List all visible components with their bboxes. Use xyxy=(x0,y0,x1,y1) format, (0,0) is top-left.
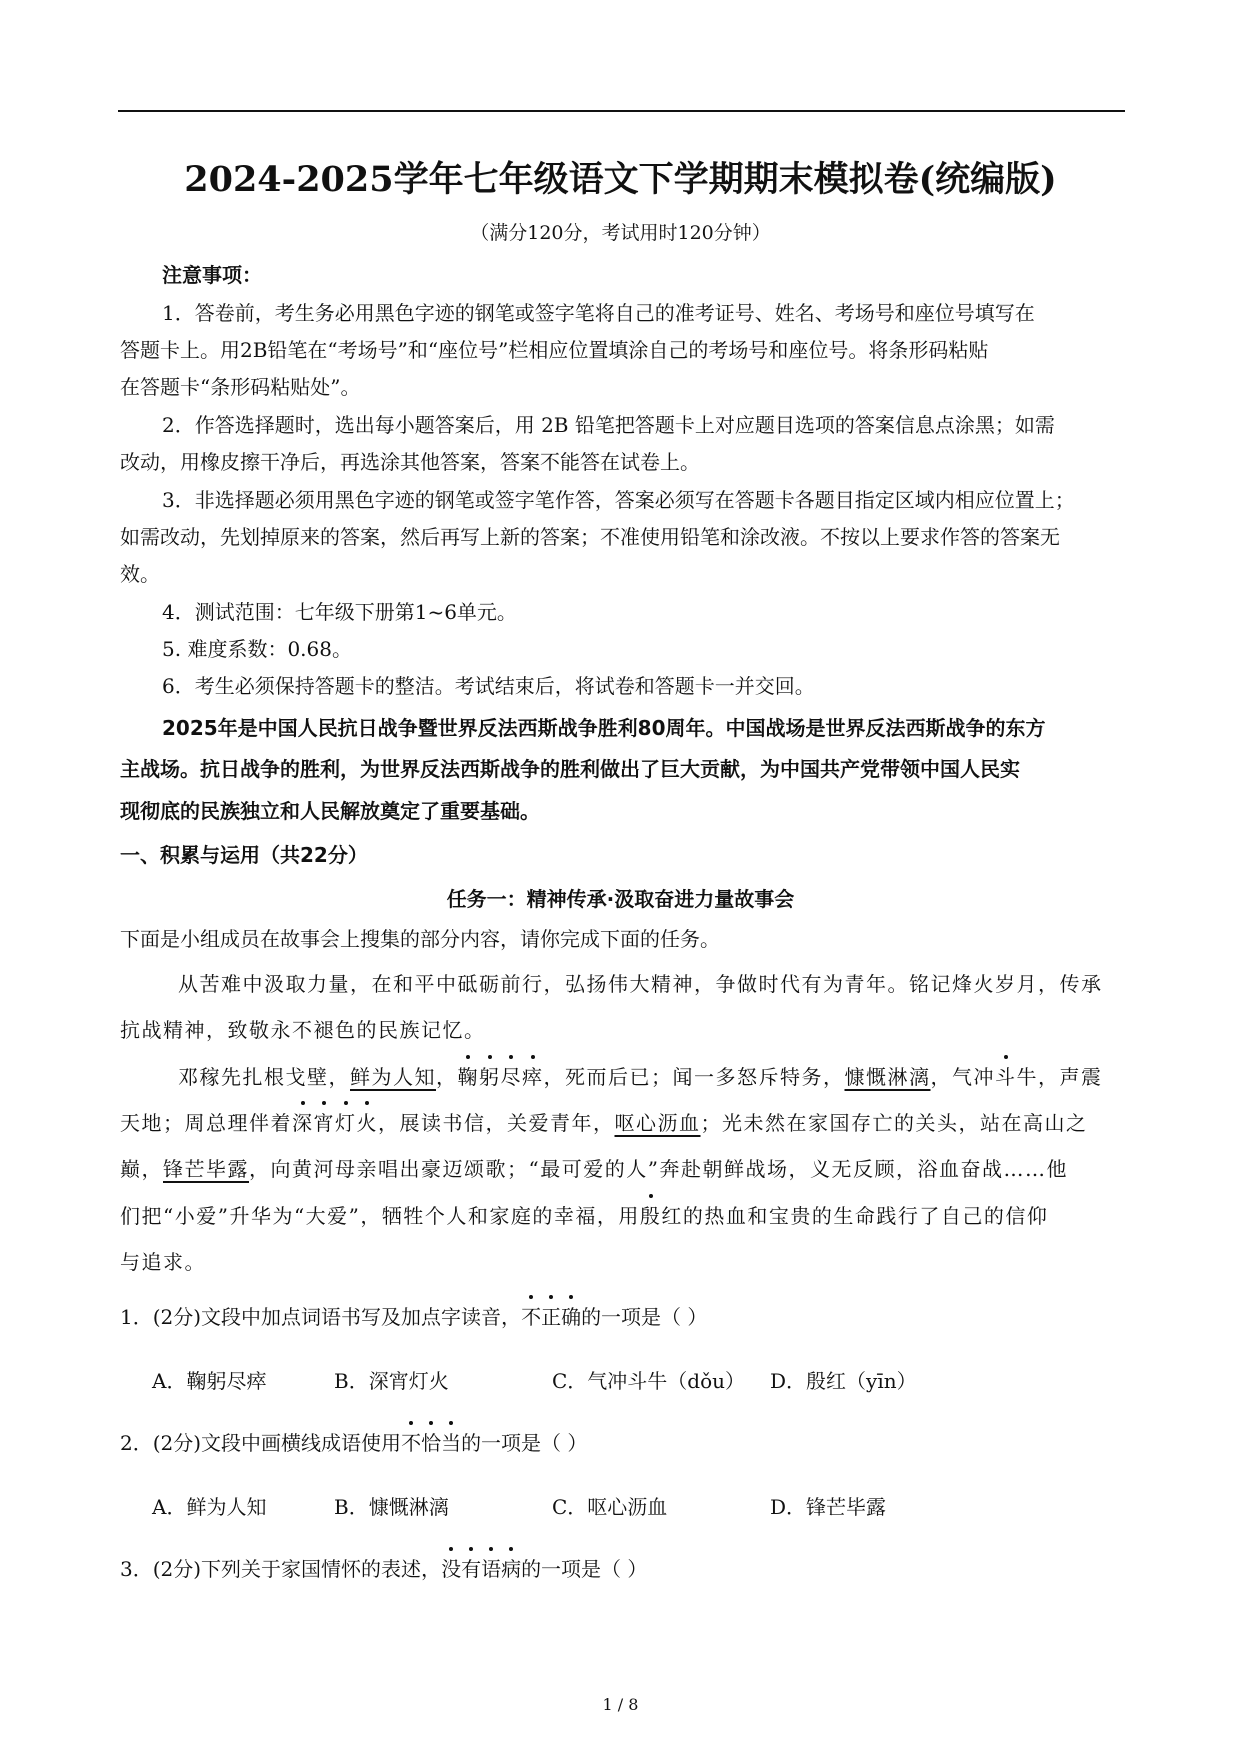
exam-subtitle: （满分120分，考试用时120分钟） xyxy=(470,222,771,244)
note-line: 效。 xyxy=(120,562,160,586)
passage-line: 抗战精神，致敬永不褪色的民族记忆。 xyxy=(120,1018,486,1042)
emphasis-text xyxy=(441,1557,521,1581)
intro-line: 主战场。抗日战争的胜利，为世界反法西斯战争的胜利做出了巨大贡献，为中国共产党带领中国人民实 xyxy=(120,757,1020,781)
emphasis-char: 当 xyxy=(441,1427,461,1456)
option-b: B．慷慨淋漓 xyxy=(334,1495,449,1519)
note-line: 5. 难度系数：0.68。 xyxy=(162,637,352,661)
emphasis-char: 深 xyxy=(292,1107,314,1136)
task-title: 任务一：精神传承·汲取奋进力量故事会 xyxy=(446,887,795,911)
note-line: 4．测试范围：七年级下册第1~6单元。 xyxy=(162,600,517,624)
emphasis-char: 病 xyxy=(501,1553,521,1582)
emphasis-char: 灯 xyxy=(335,1107,357,1136)
emphasis-text xyxy=(401,1431,461,1455)
emphasis-char: 有 xyxy=(461,1553,481,1582)
dotted-character: 斗 xyxy=(995,1061,1017,1090)
header-rule xyxy=(118,110,1125,112)
option-d: D．锋芒毕露 xyxy=(770,1495,887,1519)
intro-line: 2025年是中国人民抗日战争暨世界反法西斯战争胜利80周年。中国战场是世界反法西斯战争的东方 xyxy=(162,716,1046,740)
page-number: 1 / 8 xyxy=(602,1695,639,1714)
option-b: B．深宵灯火 xyxy=(334,1369,449,1393)
dotted-character: 殷 xyxy=(640,1200,662,1229)
emphasis-char: 正 xyxy=(541,1301,561,1330)
underlined-idiom: 呕心沥血 xyxy=(614,1111,701,1135)
passage-line: 从苦难中汲取力量，在和平中砥砺前行，弘扬伟大精神，争做时代有为青年。铭记烽火岁月，传承 xyxy=(178,972,1103,996)
option-a: A．鞠躬尽瘁 xyxy=(152,1369,267,1393)
emphasis-char: 恰 xyxy=(421,1427,441,1456)
intro-line: 现彻底的民族独立和人民解放奠定了重要基础。 xyxy=(120,799,540,823)
question-3-stem: 3．(2分)下列关于家国情怀的表述，没有语病的一项是（ ） xyxy=(120,1553,1130,1582)
note-line: 改动，用橡皮擦干净后，再选涂其他答案，答案不能答在试卷上。 xyxy=(120,450,700,474)
option-c: C．气冲斗牛（dǒu） xyxy=(552,1369,746,1393)
underlined-idiom: 慷慨淋漓 xyxy=(844,1065,931,1089)
emphasis-char: 瘁 xyxy=(522,1061,544,1090)
emphasis-text xyxy=(521,1305,581,1329)
emphasis-char: 没 xyxy=(441,1553,461,1582)
note-line: 在答题卡“条形码粘贴处”。 xyxy=(120,375,361,399)
emphasis-char: 火 xyxy=(357,1107,379,1136)
notes-heading: 注意事项： xyxy=(162,263,262,287)
note-line: 答题卡上。用2B铅笔在“考场号”和“座位号”栏相应位置填涂自己的考场号和座位号。将条形码粘贴 xyxy=(120,338,989,362)
note-line: 2．作答选择题时，选出每小题答案后，用 2B 铅笔把答题卡上对应题目选项的答案信息点涂黑；如需 xyxy=(162,413,1055,437)
passage-line: 邓稼先扎根戈壁，鲜为人知，鞠躬尽瘁，死而后已；闻一多怒斥特务，慷慨淋漓，气冲斗牛，声震 xyxy=(178,1061,1183,1090)
passage-line: 巅，锋芒毕露，向黄河母亲唱出豪迈颂歌；“最可爱的人”奔赴朝鲜战场，义无反顾，浴血奋战……他 xyxy=(120,1157,1068,1181)
emphasis-char: 躬 xyxy=(479,1061,501,1090)
note-line: 6．考生必须保持答题卡的整洁。考试结束后，将试卷和答题卡一并交回。 xyxy=(162,674,815,698)
emphasis-char: 宵 xyxy=(314,1107,336,1136)
emphasis-char: 语 xyxy=(481,1553,501,1582)
dotted-word xyxy=(458,1065,544,1089)
note-line: 如需改动，先划掉原来的答案，然后再写上新的答案；不准使用铅笔和涂改液。不按以上要求作答的答案无 xyxy=(120,525,1060,549)
passage-line: 们把“小爱”升华为“大爱”，牺牲个人和家庭的幸福，用殷红的热血和宝贵的生命践行了自己的信仰 xyxy=(120,1200,1125,1229)
emphasis-char: 不 xyxy=(521,1301,541,1330)
note-line: 3．非选择题必须用黑色字迹的钢笔或签字笔作答，答案必须写在答题卡各题目指定区域内相应位置上； xyxy=(162,488,1075,512)
exam-title: 2024-2025学年七年级语文下学期期末模拟卷(统编版) xyxy=(184,159,1057,200)
option-c: C．呕心沥血 xyxy=(552,1495,668,1519)
passage-line: 与追求。 xyxy=(120,1250,206,1274)
dotted-word xyxy=(292,1111,378,1135)
option-d: D．殷红（yīn） xyxy=(770,1369,917,1393)
emphasis-char: 尽 xyxy=(501,1061,523,1090)
question-2-stem: 2．(2分)文段中画横线成语使用不恰当的一项是（ ） xyxy=(120,1427,1130,1456)
passage-line: 天地；周总理伴着深宵灯火，展读书信，关爱青年，呕心沥血；光未然在家国存亡的关头，站在高山之 xyxy=(120,1107,1125,1136)
emphasis-char: 鞠 xyxy=(458,1061,480,1090)
question-1-stem: 1．(2分)文段中加点词语书写及加点字读音，不正确的一项是（ ） xyxy=(120,1301,1130,1330)
underlined-idiom: 锋芒毕露 xyxy=(163,1157,249,1181)
emphasis-char: 不 xyxy=(401,1427,421,1456)
option-a: A．鲜为人知 xyxy=(152,1495,267,1519)
section-heading: 一、积累与运用（共22分） xyxy=(120,843,368,867)
note-line: 1．答卷前，考生务必用黑色字迹的钢笔或签字笔将自己的准考证号、姓名、考场号和座位号填写在 xyxy=(162,301,1035,325)
underlined-idiom: 鲜为人知 xyxy=(350,1065,436,1089)
task-intro: 下面是小组成员在故事会上搜集的部分内容，请你完成下面的任务。 xyxy=(120,927,720,951)
emphasis-char: 确 xyxy=(561,1301,581,1330)
